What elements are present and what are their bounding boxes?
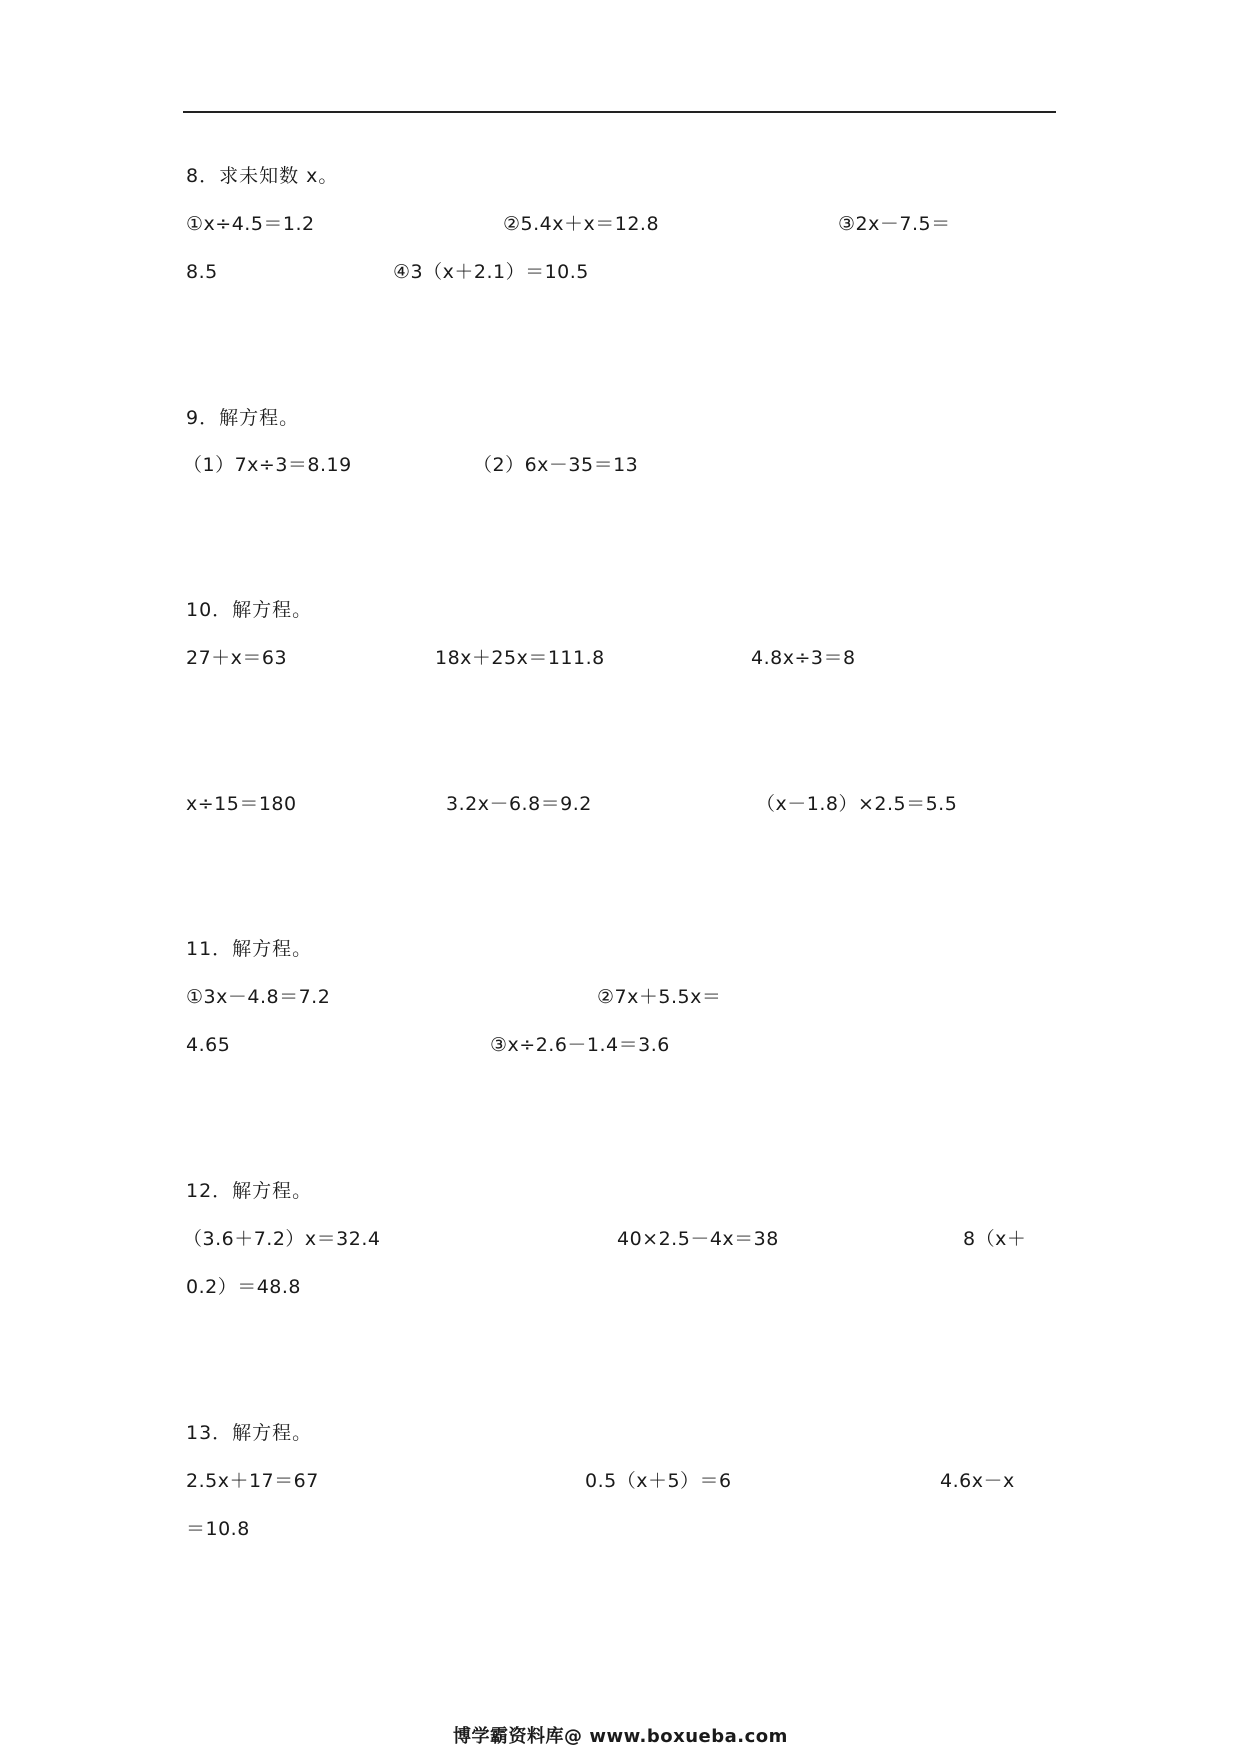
q13-equation-1: 2.5x＋17＝67 bbox=[186, 1470, 319, 1492]
q11-equation-2-end: 4.65 bbox=[186, 1034, 231, 1056]
q9-equation-1: （1）7x÷3＝8.19 bbox=[183, 454, 352, 476]
q11-equation-3: ③x÷2.6－1.4＝3.6 bbox=[490, 1034, 670, 1056]
q8-equation-2: ②5.4x＋x＝12.8 bbox=[503, 213, 660, 235]
question-13-title: 13．解方程。 bbox=[186, 1422, 313, 1444]
footer-watermark: 博学霸资料库@ www.boxueba.com bbox=[453, 1726, 788, 1747]
q10-equation-1: 27＋x＝63 bbox=[186, 647, 288, 669]
q11-equation-2-start: ②7x＋5.5x＝ bbox=[597, 986, 722, 1008]
q11-equation-1: ①3x－4.8＝7.2 bbox=[186, 986, 331, 1008]
q12-equation-3-start: 8（x＋ bbox=[963, 1228, 1027, 1250]
q13-equation-2: 0.5（x＋5）＝6 bbox=[585, 1470, 732, 1492]
q8-equation-3-end: 8.5 bbox=[186, 261, 218, 283]
q13-equation-3-end: ＝10.8 bbox=[186, 1518, 250, 1540]
q8-equation-3-start: ③2x－7.5＝ bbox=[838, 213, 951, 235]
question-10-title: 10．解方程。 bbox=[186, 599, 313, 621]
q8-equation-1: ①x÷4.5＝1.2 bbox=[186, 213, 315, 235]
header-rule bbox=[183, 111, 1056, 113]
q10-equation-5: 3.2x－6.8＝9.2 bbox=[446, 793, 592, 815]
q13-equation-3-start: 4.6x－x bbox=[940, 1470, 1015, 1492]
q12-equation-3-end: 0.2）＝48.8 bbox=[186, 1276, 302, 1298]
q12-equation-1: （3.6＋7.2）x＝32.4 bbox=[183, 1228, 381, 1250]
q10-equation-2: 18x＋25x＝111.8 bbox=[435, 647, 605, 669]
q10-equation-4: x÷15＝180 bbox=[186, 793, 297, 815]
q9-equation-2: （2）6x－35＝13 bbox=[473, 454, 639, 476]
q10-equation-3: 4.8x÷3＝8 bbox=[751, 647, 856, 669]
question-9-title: 9．解方程。 bbox=[186, 407, 300, 429]
question-12-title: 12．解方程。 bbox=[186, 1180, 313, 1202]
question-11-title: 11．解方程。 bbox=[186, 938, 313, 960]
q10-equation-6: （x－1.8）×2.5＝5.5 bbox=[756, 793, 958, 815]
question-8-title: 8．求未知数 x。 bbox=[186, 165, 339, 187]
q12-equation-2: 40×2.5－4x＝38 bbox=[617, 1228, 779, 1250]
q8-equation-4: ④3（x＋2.1）＝10.5 bbox=[393, 261, 589, 283]
